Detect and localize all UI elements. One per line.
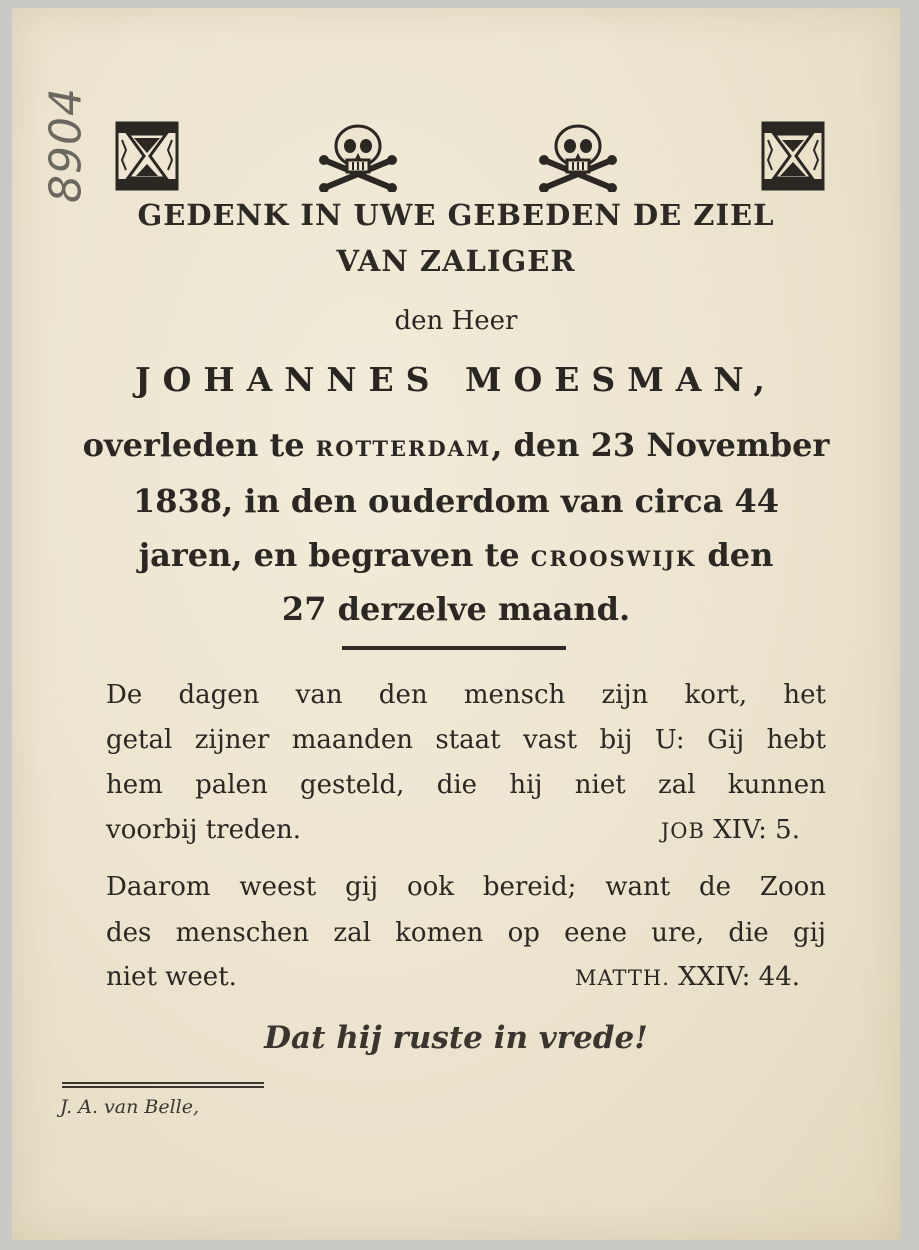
ref-number: XIV: 5.: [713, 815, 800, 845]
word: gesteld,: [299, 770, 405, 800]
scripture-reference: [575, 962, 800, 992]
word: palen: [195, 770, 268, 800]
word: mensch: [463, 680, 566, 710]
burial-place: CROOSWIJK: [530, 546, 697, 571]
word: gij: [792, 918, 826, 948]
verse2-line: [106, 872, 826, 902]
skull-crossbones-icon: [316, 120, 400, 192]
word: op: [507, 918, 540, 948]
word: want: [605, 872, 671, 902]
word: niet: [574, 770, 626, 800]
verse2-line: [106, 918, 826, 948]
word: die: [436, 770, 478, 800]
hourglass-icon: [760, 120, 826, 192]
archive-number-text: 8904: [40, 87, 92, 203]
word: Zoon: [759, 872, 826, 902]
place-of-death: ROTTERDAM: [315, 436, 492, 461]
word: bij: [599, 725, 633, 755]
word: maanden: [291, 725, 413, 755]
word: weest: [239, 872, 317, 902]
verse2-line: [106, 962, 826, 992]
word: U:: [654, 725, 685, 755]
word: des: [106, 918, 152, 948]
deceased-name: JOHANNES MOESMAN,: [135, 360, 777, 399]
ref-book: JOB: [660, 819, 705, 843]
hourglass-icon: [114, 120, 180, 192]
details-line-4: 27 derzelve maand.: [281, 590, 631, 628]
heading-line-1: GEDENK IN UWE GEBEDEN DE ZIEL: [137, 198, 775, 232]
word: staat: [435, 725, 501, 755]
word: zijn: [601, 680, 649, 710]
title-prefix: den Heer: [394, 306, 518, 336]
ref-number: XXIV: 44.: [678, 962, 800, 992]
word: getal: [106, 725, 173, 755]
skull-crossbones-icon: [536, 120, 620, 192]
printer-credit: J. A. van Belle,: [60, 1096, 200, 1118]
details-line-1: [12, 426, 900, 464]
word: menschen: [175, 918, 310, 948]
word: komen: [395, 918, 484, 948]
word: gij: [345, 872, 379, 902]
word: ook: [406, 872, 454, 902]
word: hij: [509, 770, 543, 800]
word: de: [699, 872, 732, 902]
divider: [342, 646, 566, 650]
verse-text: voorbij treden.: [106, 815, 302, 845]
heading-line-2: VAN ZALIGER: [336, 244, 576, 278]
verse1-line: [106, 770, 826, 800]
closing-prayer: Dat hij ruste in vrede!: [264, 1020, 648, 1056]
details-line-2: 1838, in den ouderdom van circa 44: [132, 482, 780, 520]
scripture-reference: [661, 815, 800, 845]
verse1-line: [106, 725, 826, 755]
verse1-line: [106, 680, 826, 710]
word: bereid;: [482, 872, 577, 902]
mourning-card: [12, 8, 900, 1240]
details-line-3: [12, 536, 900, 574]
word: De: [106, 680, 143, 710]
word: dagen: [178, 680, 260, 710]
verse1-line: [106, 815, 826, 845]
word: zijner: [194, 725, 270, 755]
word: Gij: [707, 725, 745, 755]
verse-text: niet weet.: [106, 962, 237, 992]
details-text: jaren, en begraven te: [138, 536, 531, 574]
details-text: den: [696, 536, 774, 574]
word: ure,: [651, 918, 705, 948]
word: het: [783, 680, 826, 710]
printer-divider: [62, 1082, 264, 1084]
ref-book: MATTH.: [574, 966, 670, 990]
word: zal: [658, 770, 696, 800]
word: hem: [106, 770, 163, 800]
word: hebt: [766, 725, 826, 755]
word: kunnen: [727, 770, 826, 800]
word: van: [295, 680, 343, 710]
word: kort,: [684, 680, 748, 710]
word: Daarom: [106, 872, 211, 902]
word: den: [378, 680, 428, 710]
word: eene: [564, 918, 628, 948]
word: zal: [333, 918, 371, 948]
word: vast: [523, 725, 578, 755]
details-text: , den 23 November: [491, 426, 830, 464]
word: die: [728, 918, 769, 948]
details-text: overleden te: [82, 426, 316, 464]
